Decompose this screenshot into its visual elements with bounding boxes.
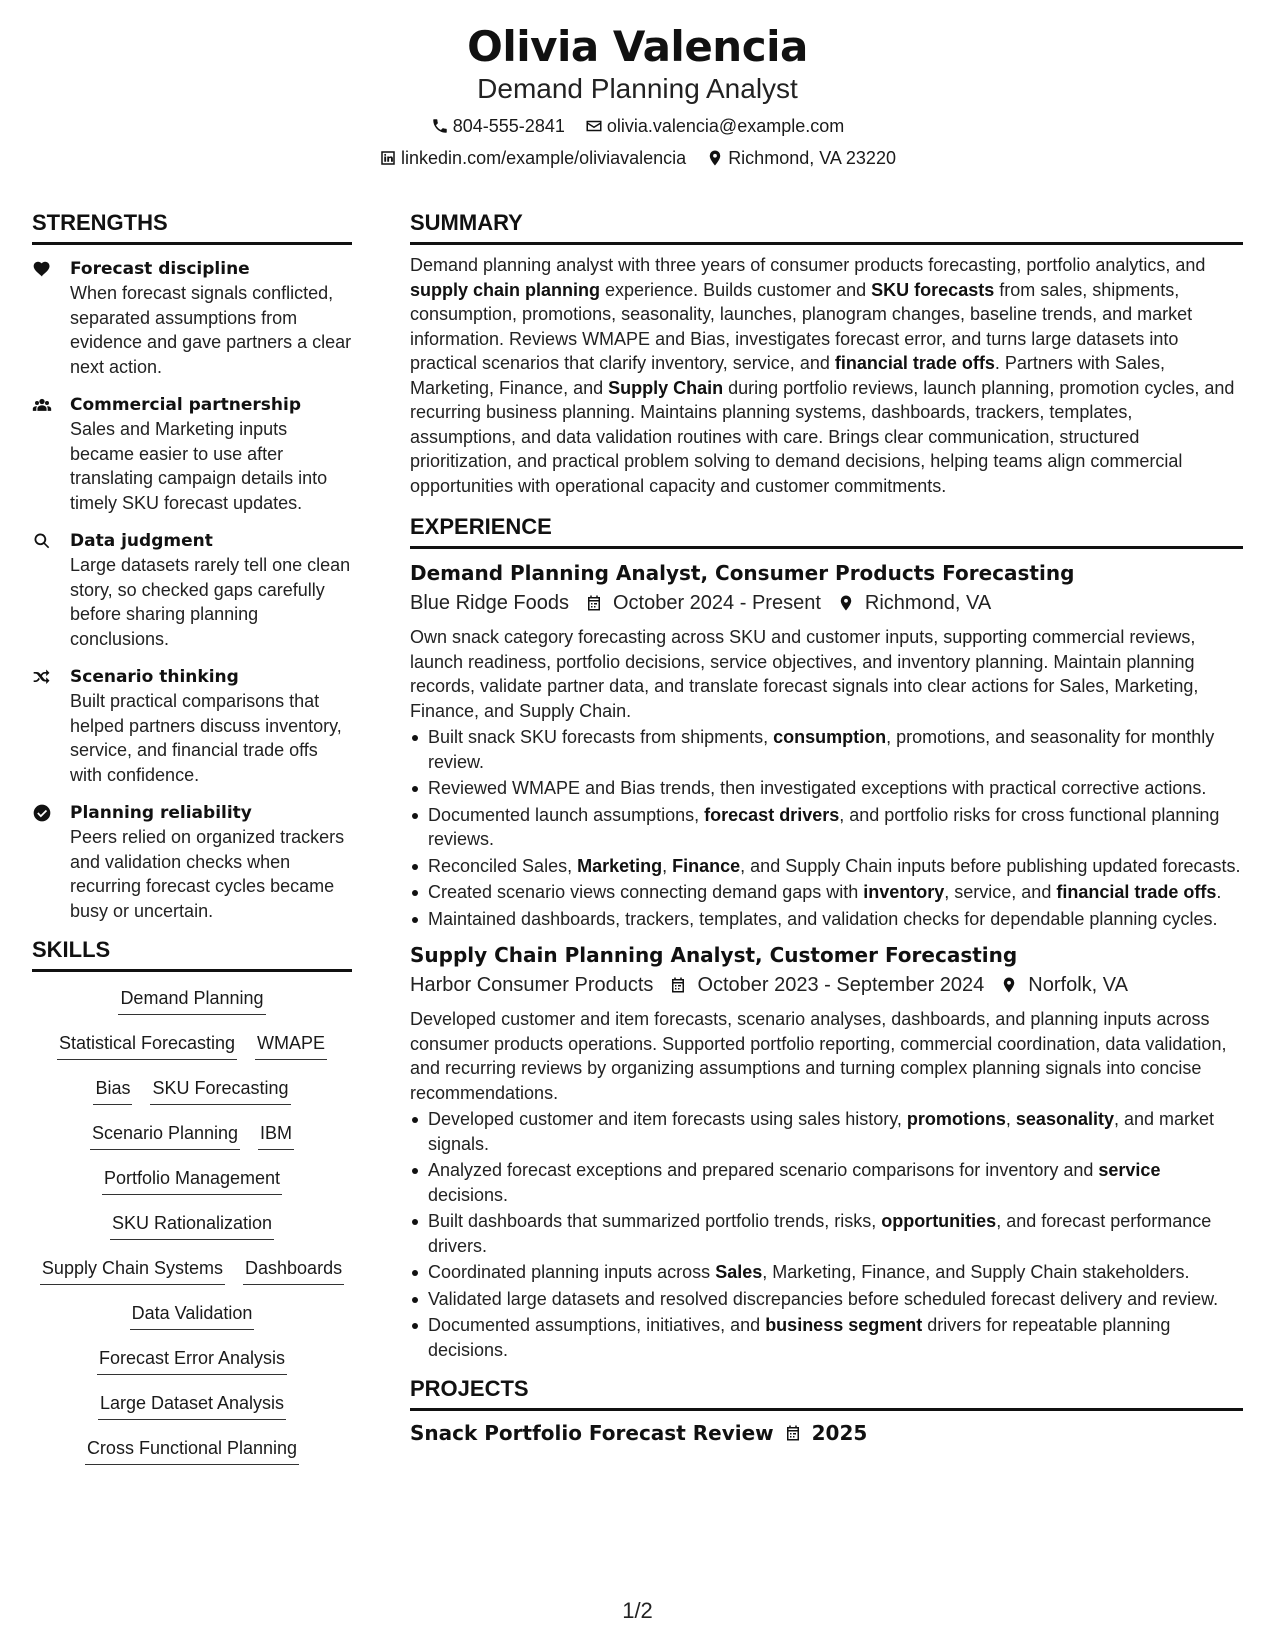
- skill-tag: Scenario Planning: [90, 1121, 240, 1150]
- skill-row: [32, 1301, 352, 1346]
- strength-item: [32, 257, 352, 379]
- calendar-icon: [784, 1424, 802, 1442]
- strength-title: Commercial partnership: [70, 395, 302, 415]
- skill-tag: IBM: [258, 1121, 294, 1150]
- skill-row: [32, 1166, 352, 1211]
- check-circle-icon: [32, 803, 52, 823]
- strength-title: Data judgment: [70, 531, 213, 551]
- job-bullet: Developed customer and item forecasts using sales history, promotions, seasonality, and market signals.: [410, 1107, 1243, 1156]
- skill-tag: SKU Forecasting: [150, 1076, 290, 1105]
- strength-item: [32, 665, 352, 787]
- job-bullet: Maintained dashboards, trackers, templates, and validation checks for dependable planning cycles.: [410, 907, 1243, 932]
- skill-row: [32, 1121, 352, 1166]
- strength-icon-wrap: [32, 257, 70, 379]
- skill-tag: Bias: [93, 1076, 132, 1105]
- skill-tag: Data Validation: [130, 1301, 255, 1330]
- job-company: Harbor Consumer Products: [410, 974, 654, 996]
- job-title: Demand Planning Analyst, Consumer Products Forecasting: [410, 561, 1075, 585]
- job-meta: [410, 971, 1243, 999]
- job-bullet: Validated large datasets and resolved discrepancies before scheduled forecast delivery and review.: [410, 1287, 1243, 1312]
- experience-section: [410, 514, 1243, 1362]
- candidate-name: Olivia Valencia: [467, 22, 808, 71]
- skill-row: [32, 1211, 352, 1256]
- job-title: Supply Chain Planning Analyst, Customer Forecasting: [410, 943, 1018, 967]
- skill-row: [32, 986, 352, 1031]
- strength-desc: Sales and Marketing inputs became easier to use after translating campaign details into timely SKU forecast updates.: [70, 419, 328, 513]
- strength-icon-wrap: [32, 529, 70, 651]
- phone-icon: [431, 117, 449, 135]
- page-number: 1/2: [622, 1598, 653, 1623]
- shuffle-icon: [32, 667, 52, 687]
- strengths-title: STRENGTHS: [32, 210, 352, 245]
- job-dates-text: October 2024 - Present: [612, 592, 821, 614]
- strength-title: Planning reliability: [70, 803, 252, 823]
- strength-title: Forecast discipline: [70, 259, 250, 279]
- skill-tag: Forecast Error Analysis: [97, 1346, 287, 1375]
- right-column: [410, 210, 1243, 1447]
- linkedin-text: linkedin.com/example/oliviavalencia: [401, 148, 687, 168]
- mail-icon: [585, 117, 603, 135]
- contact-phone[interactable]: [431, 114, 565, 138]
- experience-title: EXPERIENCE: [410, 514, 1243, 549]
- strength-desc: When forecast signals conflicted, separated assumptions from evidence and gave partners a clear next action.: [70, 283, 352, 377]
- job-bullet: Reviewed WMAPE and Bias trends, then investigated exceptions with practical corrective actions.: [410, 776, 1243, 801]
- strength-body: [70, 257, 352, 379]
- skill-tag: Statistical Forecasting: [57, 1031, 237, 1060]
- job-location-text: Norfolk, VA: [1028, 974, 1128, 996]
- job-bullet: Reconciled Sales, Marketing, Finance, and Supply Chain inputs before publishing updated forecasts.: [410, 854, 1243, 879]
- strength-desc: Large datasets rarely tell one clean story, so checked gaps carefully before sharing planning conclusions.: [70, 555, 351, 649]
- map-pin-icon: [837, 594, 855, 612]
- skill-row: [32, 1256, 352, 1301]
- email-text: olivia.valencia@example.com: [606, 116, 845, 136]
- projects-list: [410, 1419, 1243, 1447]
- candidate-role: Demand Planning Analyst: [477, 73, 798, 104]
- calendar-icon: [585, 594, 603, 612]
- summary-section: [410, 210, 1243, 498]
- linkedin-icon: [379, 149, 397, 167]
- job-location: [1000, 971, 1128, 999]
- project-entry: [410, 1419, 1243, 1447]
- skill-tag: Demand Planning: [118, 986, 265, 1015]
- strengths-list: [32, 257, 352, 923]
- contact-email[interactable]: [585, 114, 844, 138]
- strength-body: [70, 665, 352, 787]
- project-title: Snack Portfolio Forecast Review: [410, 1421, 774, 1445]
- job-bullet: Coordinated planning inputs across Sales, Marketing, Finance, and Supply Chain stakeholders.: [410, 1260, 1243, 1285]
- jobs-list: [410, 559, 1243, 1362]
- strength-item: [32, 801, 352, 923]
- skill-tag: WMAPE: [255, 1031, 327, 1060]
- users-icon: [32, 395, 52, 415]
- strength-item: [32, 393, 352, 515]
- skill-tag: Large Dataset Analysis: [98, 1391, 286, 1420]
- job-meta: [410, 589, 1243, 617]
- job-bullet: Built snack SKU forecasts from shipments, consumption, promotions, and seasonality for monthly review.: [410, 725, 1243, 774]
- job-description: Own snack category forecasting across SKU and customer inputs, supporting commercial reviews, launch readiness, portfolio decisions, service objectives, and inventory planning. Maintain planning records, validate partner data, and translate forecast signals into clear actions for Sales, Marketing, Finance, and Supply Chain.: [410, 627, 1199, 721]
- strength-body: [70, 801, 352, 923]
- projects-title: PROJECTS: [410, 1376, 1243, 1411]
- calendar-icon: [669, 976, 687, 994]
- strength-desc: Peers relied on organized trackers and validation checks when recurring forecast cycles became busy or uncertain.: [70, 827, 345, 921]
- map-pin-icon: [706, 149, 724, 167]
- job-entry: [410, 559, 1243, 931]
- skills-list: [32, 986, 352, 1481]
- location-text: Richmond, VA 23220: [728, 148, 896, 168]
- job-bullet: Analyzed forecast exceptions and prepared scenario comparisons for inventory and service decisions.: [410, 1158, 1243, 1207]
- strength-desc: Built practical comparisons that helped partners discuss inventory, service, and financial trade offs with confidence.: [70, 691, 342, 785]
- skill-row: [32, 1391, 352, 1436]
- left-column: [32, 210, 352, 1481]
- job-bullet: Built dashboards that summarized portfolio trends, risks, opportunities, and forecast performance drivers.: [410, 1209, 1243, 1258]
- job-company: Blue Ridge Foods: [410, 592, 569, 614]
- strength-icon-wrap: [32, 801, 70, 923]
- strength-item: [32, 529, 352, 651]
- skill-tag: SKU Rationalization: [110, 1211, 274, 1240]
- contact-line-2: [0, 146, 1275, 170]
- search-icon: [32, 531, 52, 551]
- heart-icon: [32, 259, 52, 279]
- resume-header: [0, 20, 1275, 170]
- projects-section: [410, 1376, 1243, 1447]
- job-location: [837, 589, 991, 617]
- skills-section: [32, 937, 352, 1481]
- summary-title: SUMMARY: [410, 210, 1243, 245]
- contact-location: [706, 146, 896, 170]
- job-location-text: Richmond, VA: [864, 592, 992, 614]
- skill-row: [32, 1436, 352, 1481]
- job-bullets: [410, 1107, 1243, 1362]
- strength-body: [70, 393, 352, 515]
- contact-line-1: [0, 114, 1275, 138]
- skill-row: [32, 1076, 352, 1121]
- job-entry: [410, 941, 1243, 1362]
- job-dates: [669, 971, 984, 999]
- strengths-section: [32, 210, 352, 923]
- map-pin-icon: [1000, 976, 1018, 994]
- strength-body: [70, 529, 352, 651]
- strength-icon-wrap: [32, 393, 70, 515]
- contact-linkedin[interactable]: [379, 146, 686, 170]
- skill-tag: Dashboards: [243, 1256, 344, 1285]
- skills-title: SKILLS: [32, 937, 352, 972]
- job-dates-text: October 2023 - September 2024: [697, 974, 985, 996]
- strength-icon-wrap: [32, 665, 70, 787]
- job-dates: [585, 589, 821, 617]
- job-bullet: Documented assumptions, initiatives, and business segment drivers for repeatable planning decisions.: [410, 1313, 1243, 1362]
- skill-tag: Portfolio Management: [102, 1166, 282, 1195]
- job-bullets: [410, 725, 1243, 931]
- phone-text: 804-555-2841: [452, 116, 565, 136]
- project-year: 2025: [811, 1421, 868, 1445]
- skill-tag: Cross Functional Planning: [85, 1436, 299, 1465]
- skill-row: [32, 1346, 352, 1391]
- summary-text: Demand planning analyst with three years of consumer products forecasting, portfolio analytics, and supply chain planning experience. Builds customer and SKU forecasts from sales, shipments, consumption, promotions, seasonality, launches, planogram changes, baseline trends, and market information. Reviews WMAPE and Bias, investigates forecast error, and turns large datasets into practical scenarios that clarify inventory, service, and financial trade offs. Partners with Sales, Marketing, Finance, and Supply Chain during portfolio reviews, launch planning, promotion cycles, and recurring business planning. Maintains planning systems, dashboards, trackers, templates, assumptions, and data validation routines with care. Brings clear communication, structured prioritization, and practical problem solving to demand decisions, helping teams align commercial opportunities with operational capacity and customer commitments.: [410, 255, 1235, 496]
- job-description: Developed customer and item forecasts, scenario analyses, dashboards, and planning inputs across consumer products operations. Supported portfolio reporting, commercial coordination, data validation, and recurring reviews by organizing assumptions and turning complex planning signals into concise recommendations.: [410, 1009, 1227, 1103]
- job-bullet: Documented launch assumptions, forecast drivers, and portfolio risks for cross functional planning reviews.: [410, 803, 1243, 852]
- strength-title: Scenario thinking: [70, 667, 239, 687]
- skill-tag: Supply Chain Systems: [40, 1256, 225, 1285]
- skill-row: [32, 1031, 352, 1076]
- job-bullet: Created scenario views connecting demand gaps with inventory, service, and financial trade offs.: [410, 880, 1243, 905]
